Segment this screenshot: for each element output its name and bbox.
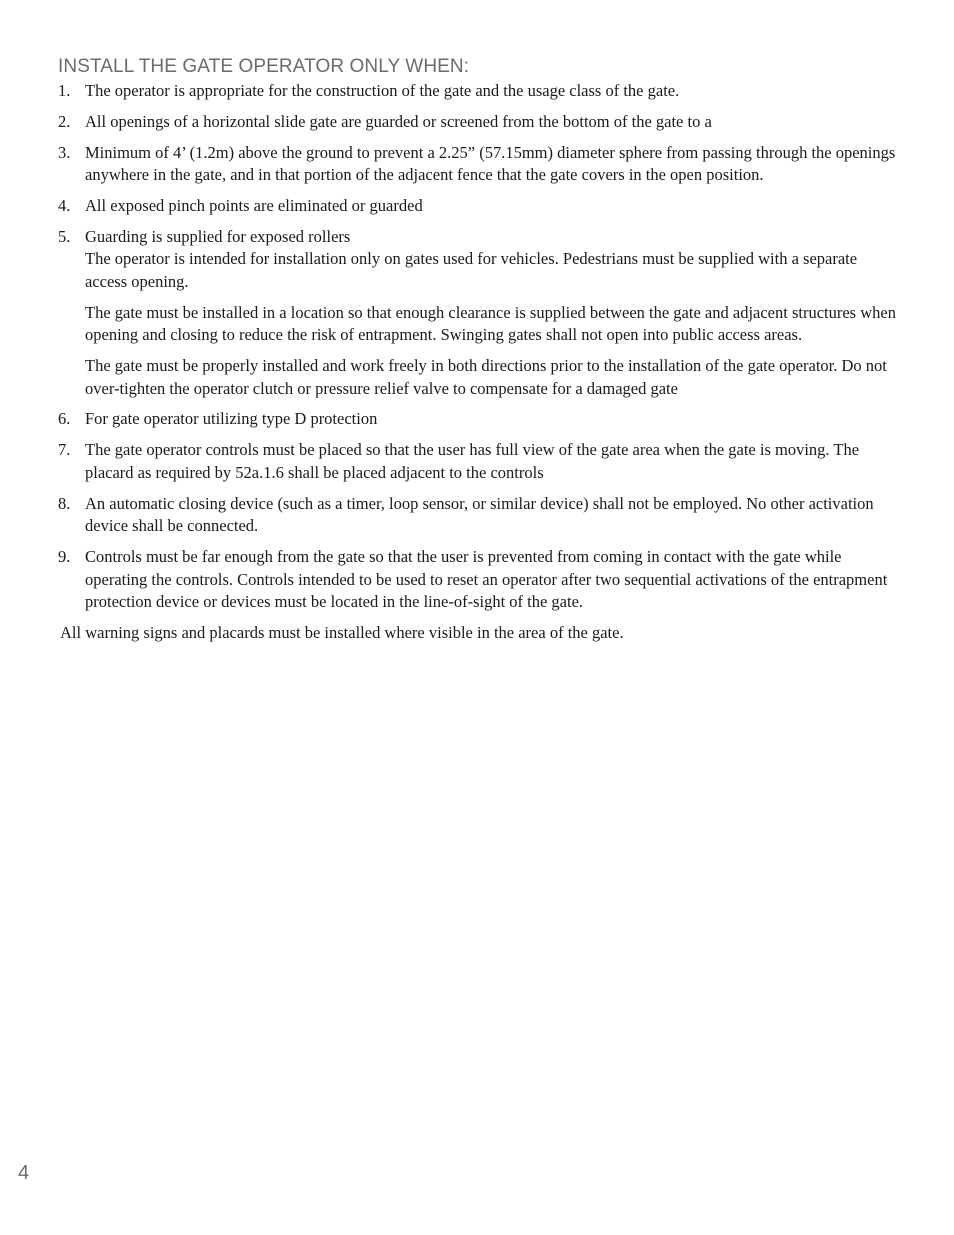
item-text: An automatic closing device (such as a timer, loop sensor, or similar device) shall not be employed. No other activation device shall be connected. [85,493,874,536]
item-text: The gate operator controls must be placed so that the user has full view of the gate area when the gate is moving. The placard as required by 52a.1.6 shall be placed adjacent to the controls [85,440,860,482]
list-item-4 [58,195,898,218]
item-text: Controls must be far enough from the gate so that the user is prevented from coming in contact with the gate while operating the controls. Controls intended to be used to reset an operator after two sequential activations of the entrapment protection device or devices must be located in the line-of-sight of the gate. [85,546,888,612]
requirements-list [58,80,898,661]
item-number: 1. [58,81,71,100]
list-item-6 [58,408,898,431]
list-item-2 [58,111,898,134]
list-item-5 [58,226,898,401]
item-number: 7. [58,440,71,460]
item-text: Minimum of 4’ (1.2m) above the ground to prevent a 2.25” (57.15mm) diameter sphere from passing through the openings anywhere in the gate, and in that portion of the adjacent fence that the gate covers in the open position. [85,142,896,185]
item-text: For gate operator utilizing type D protection [85,409,378,429]
closing-note: All warning signs and placards must be installed where visible in the area of the gate. [60,622,624,642]
item-number: 3. [58,142,71,162]
list-item-8 [58,493,898,538]
list-item-9 [58,546,898,614]
list-item-1 [58,80,898,103]
item-number: 2. [58,111,71,131]
page-number: 4 [18,1162,30,1184]
section-heading: INSTALL THE GATE OPERATOR ONLY WHEN: [58,56,470,77]
item-number: 6. [58,409,71,429]
list-item-3 [58,142,898,187]
item-number: 4. [58,195,71,215]
item-number: 5. [58,226,71,246]
item-number: 9. [58,546,71,566]
item-number: 8. [58,493,71,513]
item-text: The operator is appropriate for the construction of the gate and the usage class of the gate. [85,81,680,100]
item-paragraph: The gate must be installed in a location so that enough clearance is supplied between the gate and adjacent structures when opening and closing to reduce the risk of entrapment. Swinging gates shall not open into public access areas. [85,302,896,345]
item-text: Guarding is supplied for exposed rollers [85,226,351,246]
list-item-7 [58,439,898,484]
item-continuation: The operator is intended for installation only on gates used for vehicles. Pedestrians must be supplied with a separate access opening. [85,249,858,291]
item-paragraph: The gate must be properly installed and work freely in both directions prior to the installation of the gate operator. Do not over-tighten the operator clutch or pressure relief valve to compensate for a damaged gate [85,356,887,398]
item-text: All exposed pinch points are eliminated or guarded [85,195,423,215]
item-text: All openings of a horizontal slide gate are guarded or screened from the bottom of the gate to a [85,111,712,131]
